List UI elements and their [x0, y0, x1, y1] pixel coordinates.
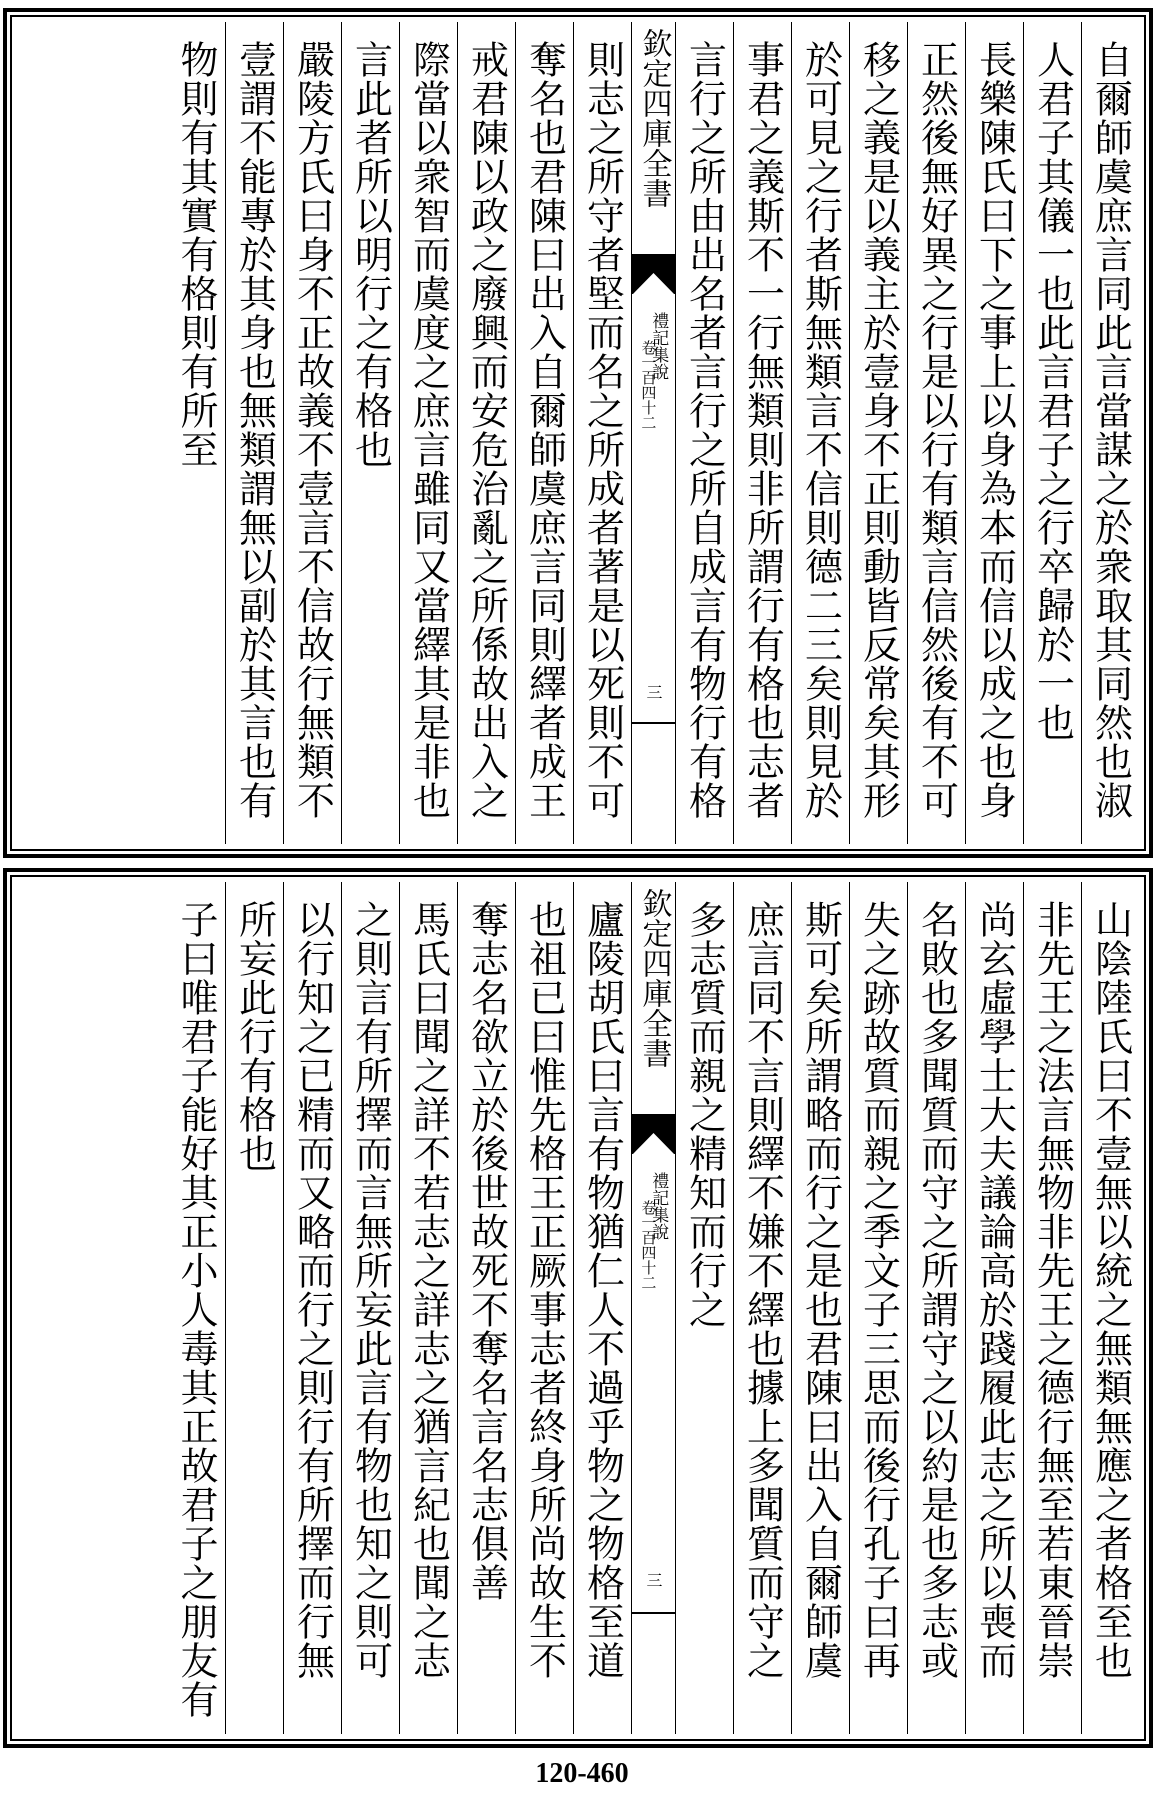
column-text: 言此者所以明行之有格也 [348, 40, 393, 469]
text-column [965, 22, 1023, 844]
fishtail-mark [632, 1114, 675, 1154]
gutter-juan: 卷一百四十二 [639, 340, 658, 430]
column-text: 奪名也君陳曰出入自爾師虞庶言同則繹者成王 [522, 40, 567, 820]
top-columns [17, 22, 1139, 844]
gutter-rule [632, 1612, 675, 1614]
text-column [907, 22, 965, 844]
text-column [733, 22, 791, 844]
gutter-book-title: 禮記集說 [648, 1172, 669, 1240]
text-column [341, 882, 399, 1734]
column-text: 多志質而親之精知而行之 [682, 900, 727, 1329]
column-text: 非先王之法言無物非先王之德行無至若東晉崇 [1030, 900, 1075, 1680]
column-text: 也祖已曰惟先格王正厥事志者終身所尚故生不 [522, 900, 567, 1680]
text-column [733, 882, 791, 1734]
column-text: 際當以衆智而虞度之庶言雖同又當繹其是非也 [406, 40, 451, 820]
column-text: 失之跡故質而親之季文子三思而後行孔子曰再 [856, 900, 901, 1680]
text-column [283, 882, 341, 1734]
text-column [457, 882, 515, 1734]
text-column [283, 22, 341, 844]
column-text: 長樂陳氏曰下之事上以身為本而信以成之也身 [972, 40, 1017, 820]
column-text: 之則言有所擇而言無所妄此言有物也知之則可 [348, 900, 393, 1680]
column-text: 庶言同不言則繹不嫌不繹也據上多聞質而守之 [740, 900, 785, 1680]
gutter-title: 欽定四庫全書 [636, 28, 672, 208]
column-text: 人君子其儀一也此言君子之行卒歸於一也 [1030, 40, 1075, 742]
text-column [399, 882, 457, 1734]
text-column [515, 22, 573, 844]
text-column [1081, 882, 1139, 1734]
column-text: 山陰陸氏曰不壹無以統之無類無應之者格至也 [1088, 900, 1133, 1680]
text-column [573, 882, 631, 1734]
column-text: 正然後無好異之行是以行有類言信然後有不可 [914, 40, 959, 820]
text-column [1081, 22, 1139, 844]
gutter-rule [632, 722, 675, 724]
gutter-title: 欽定四庫全書 [636, 888, 672, 1068]
bottom-columns [17, 882, 1139, 1734]
text-column [573, 22, 631, 844]
column-text: 名敗也多聞質而守之所謂守之以約是也多志或 [914, 900, 959, 1680]
text-column [341, 22, 399, 844]
column-text: 斯可矣所謂略而行之是也君陳曰出入自爾師虞 [798, 900, 843, 1680]
column-text: 移之義是以義主於壹身不正則動皆反常矣其形 [856, 40, 901, 820]
text-column [791, 22, 849, 844]
column-text: 廬陵胡氏曰言有物猶仁人不過乎物之物格至道 [580, 900, 625, 1680]
text-column [907, 882, 965, 1734]
text-column [1023, 882, 1081, 1734]
text-column [675, 22, 733, 844]
column-text: 馬氏曰聞之詳不若志之詳志之猶言紀也聞之志 [406, 900, 451, 1680]
page-gutter [631, 882, 675, 1734]
column-text: 以行知之已精而又略而行之則行有所擇而行無 [290, 900, 335, 1680]
column-text: 則志之所守者堅而名之所成者著是以死則不可 [580, 40, 625, 820]
top-page-half [3, 8, 1153, 858]
column-text: 事君之義斯不一行無類則非所謂行有格也志者 [740, 40, 785, 820]
column-text: 所妄此行有格也 [232, 900, 277, 1173]
text-column [167, 882, 225, 1734]
text-column [849, 882, 907, 1734]
text-column [399, 22, 457, 844]
text-column [1023, 22, 1081, 844]
text-column [675, 882, 733, 1734]
text-column [225, 22, 283, 844]
text-column [225, 882, 283, 1734]
text-column [965, 882, 1023, 1734]
bottom-page-half [3, 868, 1153, 1748]
gutter-juan: 卷一百四十二 [639, 1200, 658, 1290]
column-text: 於可見之行者斯無類言不信則德二三矣則見於 [798, 40, 843, 820]
text-column [167, 22, 225, 844]
text-column [515, 882, 573, 1734]
column-text: 戒君陳以政之廢興而安危治亂之所係故出入之 [464, 40, 509, 820]
column-text: 言行之所由出名者言行之所自成言有物行有格 [682, 40, 727, 820]
column-text: 壹謂不能專於其身也無類謂無以副於其言也有 [232, 40, 277, 820]
column-text: 自爾師虞庶言同此言當謀之於衆取其同然也淑 [1088, 40, 1133, 820]
column-text: 嚴陵方氏曰身不正故義不壹言不信故行無類不 [290, 40, 335, 820]
column-text: 尚玄虛學士大夫議論高於踐履此志之所以喪而 [972, 900, 1017, 1680]
page-gutter [631, 22, 675, 844]
page-number: 120-460 [535, 1758, 629, 1789]
gutter-book-title: 禮記集說 [648, 312, 669, 380]
column-text: 子曰唯君子能好其正小人毒其正故君子之朋友有 [174, 900, 218, 1719]
gutter-leaf-number: 三 [644, 684, 663, 700]
fishtail-mark [632, 254, 675, 294]
text-column [791, 882, 849, 1734]
column-text: 奪志名欲立於後世故死不奪名言名志俱善 [464, 900, 509, 1602]
gutter-leaf-number: 三 [644, 1572, 663, 1588]
column-text: 物則有其實有格則有所至 [174, 40, 218, 469]
text-column [457, 22, 515, 844]
text-column [849, 22, 907, 844]
